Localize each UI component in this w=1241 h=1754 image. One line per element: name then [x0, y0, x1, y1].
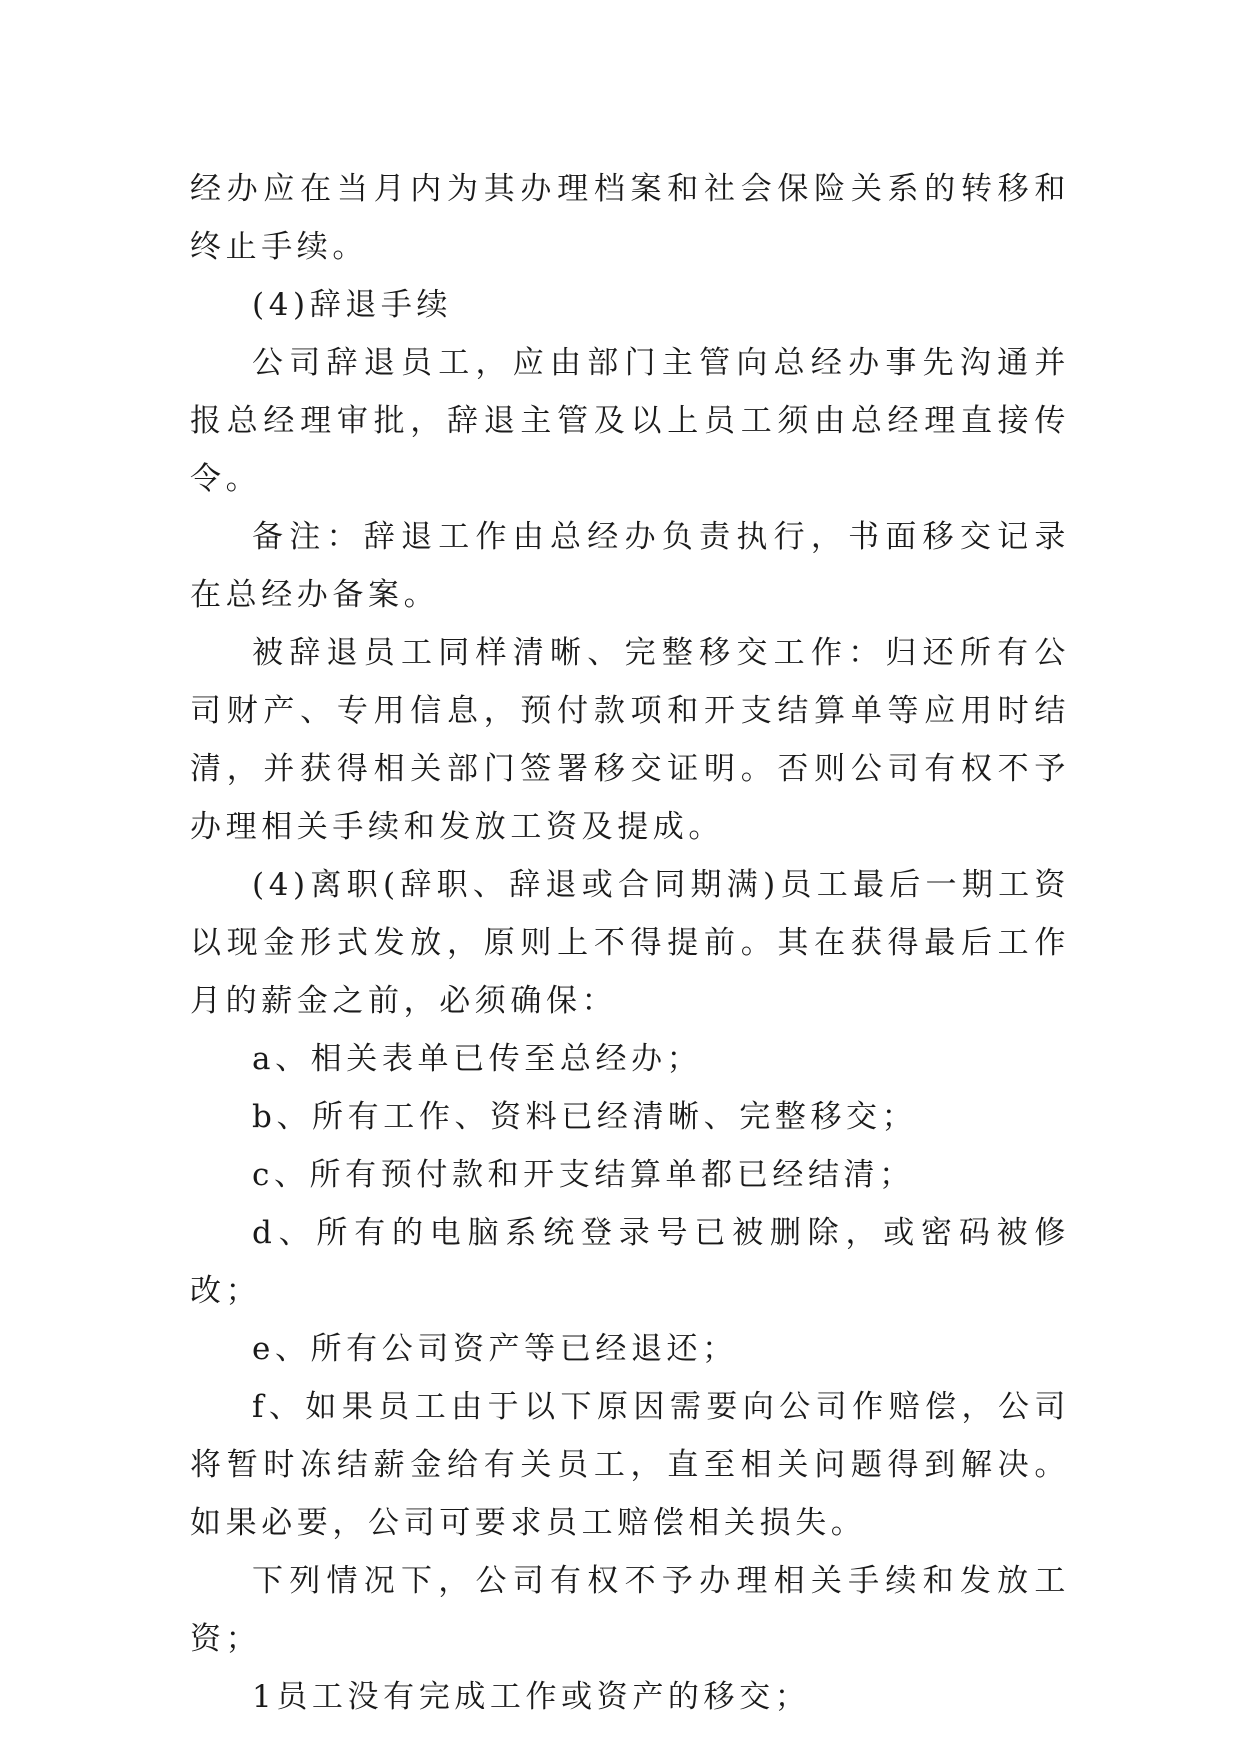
- paragraph: 下列情况下，公司有权不予办理相关手续和发放工资；: [190, 1563, 1070, 1657]
- paragraph: (4)离职(辞职、辞退或合同期满)员工最后一期工资以现金形式发放，原则上不得提前。其在获得最后工作月的薪金之前，必须确保：: [190, 867, 1070, 1019]
- list-item: b、所有工作、资料已经清晰、完整移交；: [252, 1099, 918, 1135]
- list-item: e、所有公司资产等已经退还；: [252, 1331, 738, 1367]
- note-paragraph: 备注：辞退工作由总经办负责执行，书面移交记录在总经办备案。: [190, 519, 1070, 613]
- paragraph: 经办应在当月内为其办理档案和社会保险关系的转移和终止手续。: [190, 171, 1070, 265]
- paragraph: 被辞退员工同样清晰、完整移交工作：归还所有公司财产、专用信息，预付款项和开支结算单等应用时结清，并获得相关部门签署移交证明。否则公司有权不予办理相关手续和发放工资及提成。: [190, 635, 1070, 845]
- list-item: d、所有的电脑系统登录号已被删除，或密码被修改；: [190, 1215, 1070, 1309]
- list-item: a、相关表单已传至总经办；: [252, 1041, 703, 1077]
- section-heading: (4)辞退手续: [252, 287, 453, 323]
- list-item: 1员工没有完成工作或资产的移交；: [252, 1679, 811, 1715]
- list-item: f、如果员工由于以下原因需要向公司作赔偿，公司将暂时冻结薪金给有关员工，直至相关问题得到解决。如果必要，公司可要求员工赔偿相关损失。: [190, 1389, 1070, 1541]
- list-item: c、所有预付款和开支结算单都已经结清；: [252, 1157, 915, 1193]
- document-body: [190, 160, 1070, 1726]
- paragraph: 公司辞退员工，应由部门主管向总经办事先沟通并报总经理审批，辞退主管及以上员工须由总经理直接传令。: [190, 345, 1070, 497]
